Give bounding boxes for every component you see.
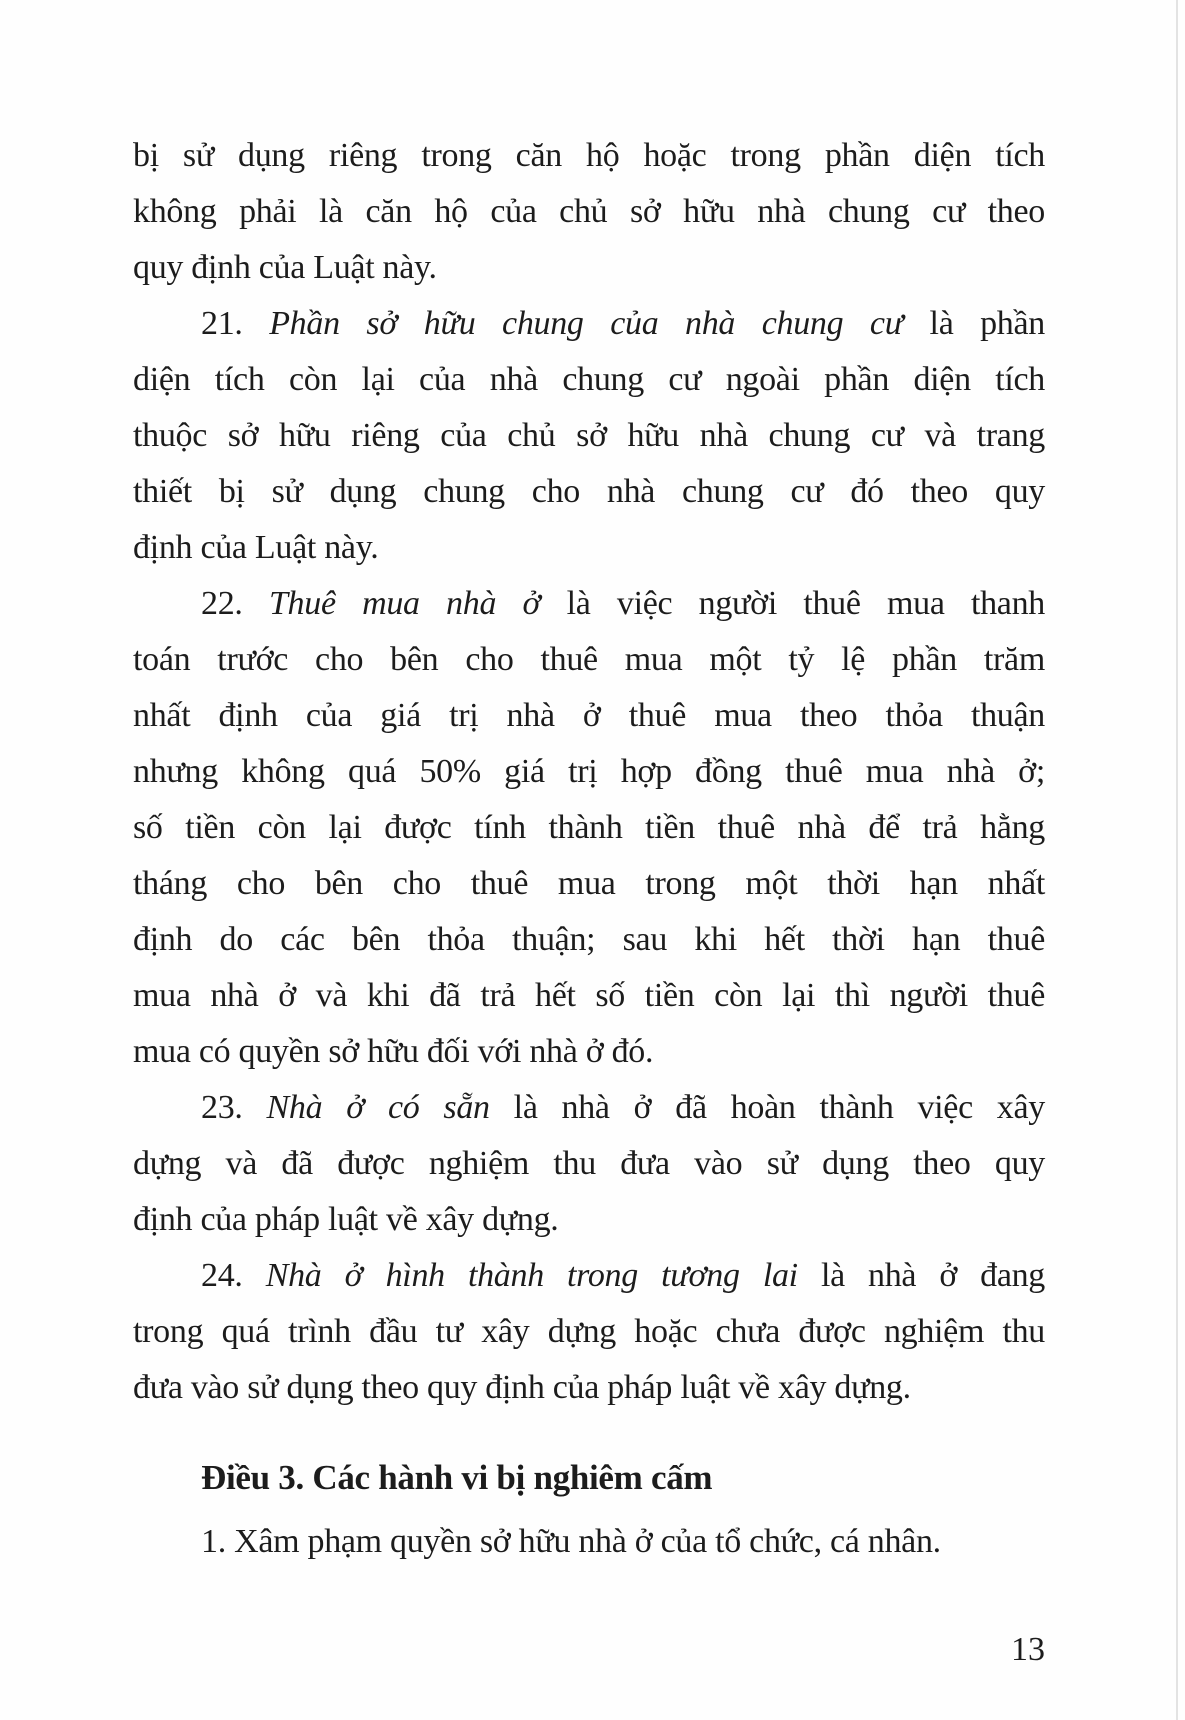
text-segment: toán trước cho bên cho thuê mua một tỷ lệ phần trăm <box>133 641 1045 678</box>
text-line <box>133 800 1045 856</box>
defined-term: Nhà ở hình thành trong tương lai <box>265 1257 798 1294</box>
text-segment: trong quá trình đầu tư xây dựng hoặc chưa được nghiệm thu <box>133 1313 1045 1350</box>
text-line <box>133 1248 1045 1304</box>
text-segment: 23. <box>201 1089 267 1126</box>
text-block <box>133 128 1045 1570</box>
text-line <box>133 632 1045 688</box>
para-22 <box>133 576 1045 1080</box>
text-line <box>133 576 1045 632</box>
text-line <box>133 240 1045 296</box>
text-line <box>133 968 1045 1024</box>
item-1 <box>133 1514 1045 1570</box>
text-line <box>133 520 1045 576</box>
text-line <box>133 1024 1045 1080</box>
defined-term: Phần sở hữu chung của nhà chung cư <box>269 305 903 342</box>
text-line <box>133 856 1045 912</box>
text-segment: số tiền còn lại được tính thành tiền thuê nhà để trả hằng <box>133 809 1045 846</box>
text-line <box>133 1304 1045 1360</box>
text-segment: là nhà ở đã hoàn thành việc xây <box>489 1089 1045 1126</box>
text-line <box>133 1450 1045 1506</box>
text-segment: không phải là căn hộ của chủ sở hữu nhà chung cư theo <box>133 193 1045 230</box>
text-segment: tháng cho bên cho thuê mua trong một thời hạn nhất <box>133 865 1045 902</box>
text-segment: quy định của Luật này. <box>133 249 437 286</box>
text-segment: là việc người thuê mua thanh <box>540 585 1045 622</box>
text-line <box>133 1192 1045 1248</box>
defined-term: Nhà ở có sẵn <box>266 1089 490 1126</box>
text-segment: Điều 3. Các hành vi bị nghiêm cấm <box>201 1458 713 1497</box>
text-segment: nhất định của giá trị nhà ở thuê mua theo thỏa thuận <box>133 697 1045 734</box>
para-21 <box>133 296 1045 576</box>
text-line <box>133 464 1045 520</box>
text-line <box>133 128 1045 184</box>
text-line <box>133 1514 1045 1570</box>
text-segment: dựng và đã được nghiệm thu đưa vào sử dụng theo quy <box>133 1145 1045 1182</box>
text-segment: 24. <box>201 1257 266 1294</box>
text-line <box>133 296 1045 352</box>
para-20-continuation <box>133 128 1045 296</box>
text-line <box>133 688 1045 744</box>
text-segment: thuộc sở hữu riêng của chủ sở hữu nhà chung cư và trang <box>133 417 1045 454</box>
text-segment: thiết bị sử dụng chung cho nhà chung cư đó theo quy <box>133 473 1045 510</box>
text-segment: 22. <box>201 585 269 622</box>
text-segment: đưa vào sử dụng theo quy định của pháp luật về xây dựng. <box>133 1369 911 1406</box>
text-segment: nhưng không quá 50% giá trị hợp đồng thuê mua nhà ở; <box>133 753 1045 790</box>
page-number: 13 <box>1011 1631 1045 1668</box>
text-line <box>133 744 1045 800</box>
text-segment: mua nhà ở và khi đã trả hết số tiền còn lại thì người thuê <box>133 977 1045 1014</box>
text-line <box>133 352 1045 408</box>
text-segment: định của Luật này. <box>133 529 379 566</box>
text-line <box>133 1136 1045 1192</box>
text-segment: 1. Xâm phạm quyền sở hữu nhà ở của tổ chức, cá nhân. <box>201 1523 941 1560</box>
para-23 <box>133 1080 1045 1248</box>
page-edge-line <box>1176 0 1178 1720</box>
text-segment: là nhà ở đang <box>797 1257 1046 1294</box>
text-segment: định do các bên thỏa thuận; sau khi hết thời hạn thuê <box>133 921 1045 958</box>
text-segment: 21. <box>201 305 270 342</box>
para-24 <box>133 1248 1045 1416</box>
text-segment: định của pháp luật về xây dựng. <box>133 1201 559 1238</box>
text-segment: mua có quyền sở hữu đối với nhà ở đó. <box>133 1033 654 1070</box>
text-line <box>133 1360 1045 1416</box>
heading-article-3 <box>133 1450 1045 1506</box>
text-segment: là phần <box>902 305 1045 342</box>
defined-term: Thuê mua nhà ở <box>268 585 541 622</box>
text-segment: diện tích còn lại của nhà chung cư ngoài phần diện tích <box>133 361 1045 398</box>
text-line <box>133 1080 1045 1136</box>
text-segment: bị sử dụng riêng trong căn hộ hoặc trong phần diện tích <box>133 137 1045 174</box>
text-line <box>133 184 1045 240</box>
text-line <box>133 408 1045 464</box>
text-line <box>133 912 1045 968</box>
